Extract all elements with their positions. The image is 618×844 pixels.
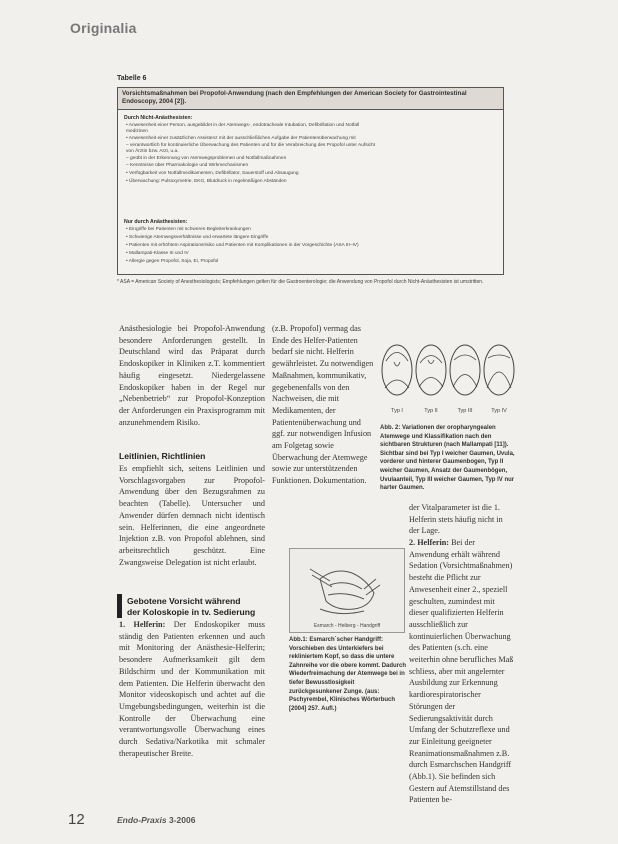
type-label: Typ III <box>457 408 473 414</box>
table-title: Vorsichtsmaßnahmen bei Propofol-Anwendung (nach den Empfehlungen der American Society for Gastrointestinal Endoscopy, 2004 [2]). <box>118 88 503 110</box>
table-box <box>117 87 504 275</box>
mouth-type-4 <box>484 345 514 395</box>
figure-1-caption: Abb.1: Esmarch´scher Handgriff: Vorschieben des Unterkiefers bei rekliniertem Kopf, so dass die untere Zahnreihe vor die obere kommt. Dadurch Wiederfreimachung der Atemwege bei in tiefer Bewusstlosigkeit zurückgesunkener Zunge. (aus: Pschyrembel, Klinisches Wörterbuch [2004] 257. Aufl.) <box>289 637 407 712</box>
figure-2-caption: Abb. 2: Variationen der oropharyngealen Atemwege und Klassifikation nach den sichtbaren Strukturen (nach Mallampati [11]). Sichtbar sind bei Typ I weicher Gaumen, Uvula, vorderer und hinterer Gaumenbogen, Typ II weicher Gaumen, Ansatz der Gaumenbögen, Uvulaanteil, Typ III weicher Gaumen, Typ IV nur harter Gaumen. <box>380 425 515 492</box>
table-label: Tabelle 6 <box>117 75 147 82</box>
esmarch-illustration <box>290 549 404 632</box>
mouth-type-1 <box>382 345 412 395</box>
table-line: • Patienten mit erhöhtem Aspirationsrisiko und Patienten mit Komplikationen in der Vorgeschichte (ASA III–IV) <box>126 243 359 248</box>
column-2-paragraph: (z.B. Propofol) vermag das Ende des Helfer-Patienten bedarf sie nicht. Helferin gewährleistet. Zu notwendigen Maßnahmen, kommunikativ, gegebenenfalls von den Nachweisen, die mit Medikamenten, der Patientenüberwachung und ggf. zur notwendigen Infusion am Folgetag sowie Überwachung der Atemwege sowie zur unterstützenden Funktionen. Dokumentation. <box>272 324 374 486</box>
table-line: • Allergie gegen Propofol, Soja, Ei, Propofol <box>126 259 219 264</box>
section-marker <box>117 594 122 618</box>
table-line: – Kenntnisse über Pharmakologie und Wirkmechanismen <box>126 163 249 168</box>
paragraph-lead: 2. Helferin: <box>409 538 450 547</box>
table-line: • Mallampati-Klasse III und IV <box>126 251 189 256</box>
table-line: • Verfügbarkeit von Notfallmedikamenten, Defibrillator, Sauerstoff und Absaugung <box>126 171 299 176</box>
journal-issue: 3-2006 <box>168 815 196 825</box>
subheading-precaution-line-2: der Koloskopie in tv. Sedierung <box>127 607 256 617</box>
column-1-paragraph-1: Anästhesiologie bei Propofol-Anwendung besondere Anforderungen gestellt. In Deutschland wird das Präparat durch Endoskopiker in Kliniken z.T. kommentiert häufig eingesetzt. Niedergelassene Endoskopiker haben in der Regel nur „Nebenbetrieb“ zur Propofol-Konzeption der Anforderungen ein Praxisprogramm mit anzunehmendem Risiko. <box>119 324 265 427</box>
subheading-precaution-line-1: Gebotene Vorsicht während <box>127 596 241 606</box>
mouth-type-3 <box>450 345 480 395</box>
column-1-paragraph-3 <box>119 619 265 759</box>
table-line: von Ärztin bzw. Arzt, u.a. <box>126 149 179 154</box>
type-label: Typ I <box>391 408 403 414</box>
table-line: – verantwortlich für kontinuierliche Überwachung des Patienten und für die Verabreichung des Propofol unter Aufsicht <box>126 143 376 148</box>
page-number: 12 <box>68 811 85 828</box>
section-header: Originalia <box>70 20 137 36</box>
journal-footer <box>117 815 195 825</box>
type-label: Typ IV <box>491 408 507 414</box>
column-3-paragraph-2 <box>409 537 514 806</box>
mouth-type-2 <box>416 345 446 395</box>
mallampati-figure <box>380 330 515 420</box>
paragraph-body: Bei der Anwendung erhält während Sedation (Vorsichtmaßnahmen) besteht die Pflicht zur Anwesenheit einer 2., speziell geschulten, zumindest mit dieser qualifizierten Helferin ausschließlich zur kontinuierlichen Überwachung des Patienten (s.ch. eine weiterhin ohne berufliches Maß schliess, aber mit angelernter Ausbildung zur Erkennung kardiorespiratorischer Störungen der Sedierungsaktivität durch Umfang der Schutzreflexe und zur Einleitung geeigneter Reanimationsmaßnahmen z.B. durch Esmarchschen Handgriff (Abb.1). Sie befinden sich Gestern auf Atemstillstand des Patienten be- <box>409 538 514 805</box>
table-section-2-heading: Nur durch Anästhesisten: <box>124 219 188 225</box>
esmarch-figure <box>289 548 405 633</box>
column-1-paragraph-2: Es empfiehlt sich, seitens Leitlinien und Vorschlagsvorgaben zur Propofol-Anwendung über den Bezugsrahmen zu beachten (Tabelle). Untersucher und Anwender dürfen demnach nicht identisch sein. Helferinnen, die eine angeordnete Injektion z.B. von Propofol ablehnen, sind arbeitsrechtlich geschützt. Eine Zwangsweise Delegation ist nicht erlaubt. <box>119 464 265 567</box>
subheading-guidelines: Leitlinien, Richtlinien <box>119 451 206 461</box>
paragraph-body: Der Endoskopiker muss ständig den Patienten erkennen und auch mit Monitoring der Anästhesie-Helferin; besondere Aufmerksamkeit gilt dem Bildschirm und der Kommunikation mit dem Patienten. Die Helferin überwacht den Monitor videoskopisch und achtet auf die Umgebungsbedingungen, weiterhin ist die Kontrolle der Überwachung eine verantwortungsvolle Überwachung eines durch Sedativa/Narkotika mit schmaler therapeutischer Breite. <box>119 620 265 758</box>
type-label: Typ II <box>424 408 438 414</box>
table-line: • Anwesenheit einer Person, ausgebildet in der Atemwegs-, endotracheale Intubation, Defibrillation und Notfall <box>126 123 360 128</box>
column-3-paragraph-1: der Vitalparameter ist die 1. Helferin stets häufig nicht in der Lage. <box>409 503 503 536</box>
mallampati-illustration <box>380 330 515 420</box>
journal-name: Endo-Praxis <box>117 815 167 825</box>
table-line: – geübt in der Erkennung von Atemwegsproblemen und Notfallmaßnahmen <box>126 156 287 161</box>
table-line: • Überwachung: Pulsoxymetrie, EKG, Blutdruck in regelmäßigen Abständen <box>126 179 287 184</box>
table-footnote: * ASA = American Society of Anesthesiologists; Empfehlungen gelten für die Gastroenterologie; die Anwendung von Propofol durch Nicht-Anästhesisten ist umstritten. <box>117 279 484 285</box>
table-line: • Eingriffe bei Patienten mit schweren Begleiterkrankungen <box>126 227 251 232</box>
table-section-1-heading: Durch Nicht-Anästhesisten: <box>124 115 193 121</box>
table-line: • Schwierige Atemwegsverhältnisse und erwartete längere Eingriffe <box>126 235 269 240</box>
table-line: • Anwesenheit einer zusätzlichen Assistenz mit der ausschließlichen Aufgabe der Patientenüberwachung mit <box>126 136 356 141</box>
paragraph-lead: 1. Helferin: <box>119 620 166 629</box>
table-line: medizinen <box>126 129 148 134</box>
figure-inner-label: Esmarch - Heiberg - Handgriff <box>313 623 381 629</box>
